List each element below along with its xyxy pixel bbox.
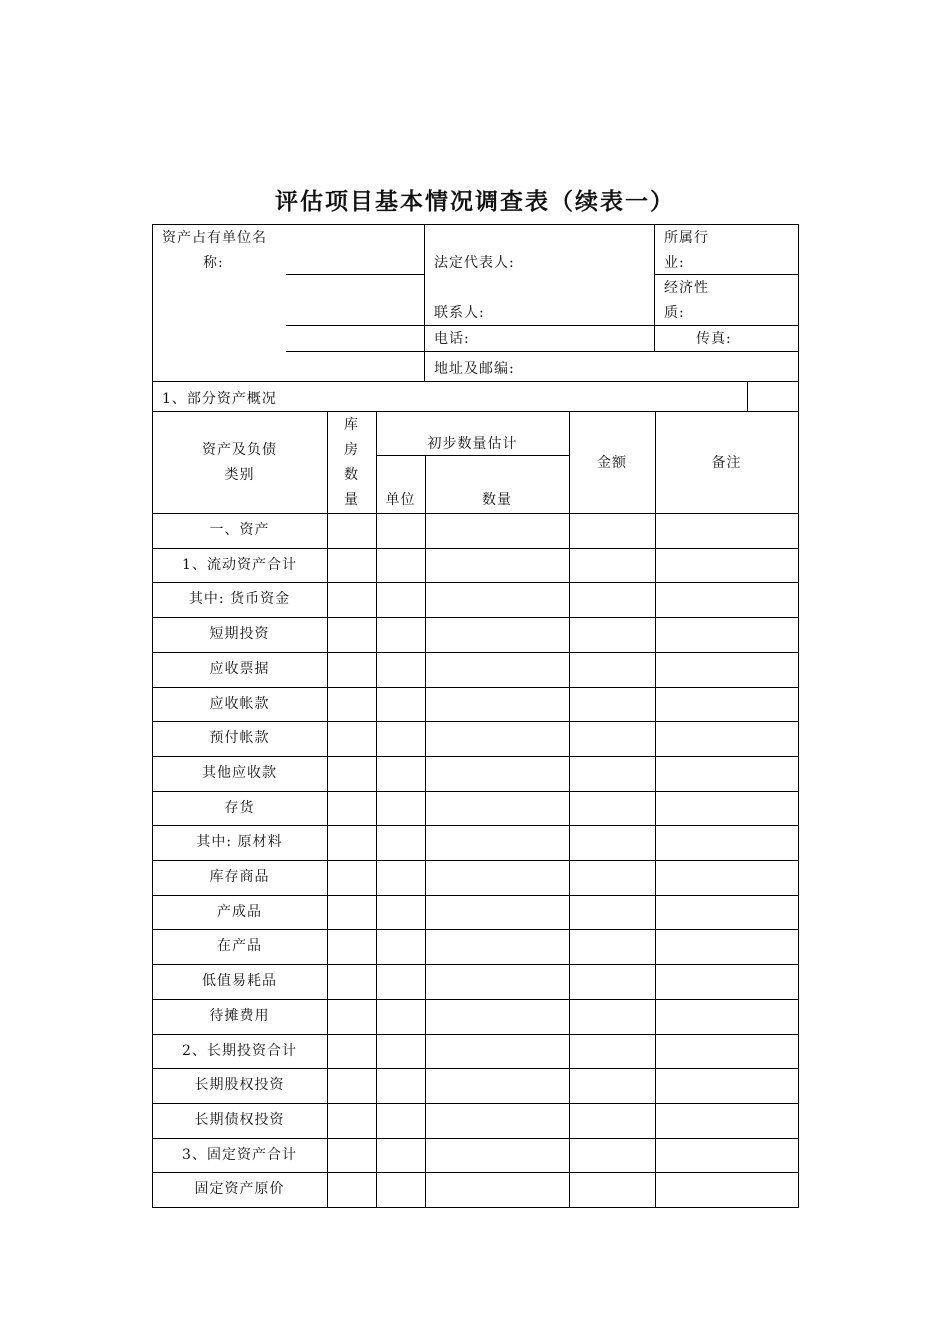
table-cell[interactable]	[328, 618, 376, 652]
table-cell[interactable]	[377, 1035, 425, 1069]
table-cell[interactable]	[656, 1139, 798, 1173]
contact-label: 联系人:	[434, 305, 485, 321]
table-cell[interactable]	[426, 1000, 569, 1034]
header-unit: 单位	[385, 492, 416, 508]
owner-name-field-2[interactable]	[286, 275, 424, 323]
grid-line-h	[152, 1103, 799, 1104]
table-row-label: 其中: 原材料	[196, 834, 283, 851]
table-cell[interactable]	[377, 722, 425, 756]
table-cell[interactable]	[377, 1069, 425, 1103]
table-cell[interactable]	[377, 583, 425, 617]
table-cell[interactable]	[426, 618, 569, 652]
table-cell[interactable]	[426, 722, 569, 756]
table-row-label: 存货	[224, 799, 255, 816]
table-cell[interactable]	[426, 549, 569, 583]
grid-line-v	[747, 381, 748, 412]
table-row-label: 库存商品	[209, 869, 270, 885]
grid-line-h	[152, 1172, 799, 1173]
grid-line-h	[286, 325, 799, 326]
table-cell[interactable]	[377, 1173, 425, 1207]
header-amount: 金额	[597, 455, 627, 471]
grid-line-h	[654, 274, 799, 275]
table-cell[interactable]	[328, 653, 376, 687]
phone-field[interactable]	[520, 326, 654, 350]
table-cell[interactable]	[377, 688, 425, 722]
table-cell[interactable]	[656, 1173, 798, 1207]
table-row-label: 其中: 货币资金	[188, 591, 291, 608]
table-cell[interactable]	[656, 930, 798, 964]
table-top-border	[152, 224, 799, 225]
grid-line-h	[286, 274, 425, 275]
table-cell[interactable]	[570, 1000, 655, 1034]
table-bottom-border	[152, 1207, 799, 1208]
grid-line-h	[152, 617, 799, 618]
fax-label: 传真:	[696, 331, 732, 347]
table-cell[interactable]	[328, 896, 376, 930]
table-cell[interactable]	[328, 1104, 376, 1138]
grid-line-v	[654, 325, 655, 352]
table-cell[interactable]	[656, 514, 798, 548]
table-right-border	[798, 224, 799, 1208]
grid-line-v	[654, 224, 655, 326]
economic-nature-label: 经济性	[664, 280, 709, 296]
table-cell[interactable]	[377, 1104, 425, 1138]
table-cell[interactable]	[328, 1069, 376, 1103]
table-cell[interactable]	[426, 965, 569, 999]
table-cell[interactable]	[377, 1000, 425, 1034]
contact-field[interactable]	[520, 275, 654, 323]
table-cell[interactable]	[426, 896, 569, 930]
address-field[interactable]	[530, 352, 797, 380]
table-cell[interactable]	[656, 792, 798, 826]
header-category-cont: 类别	[224, 467, 255, 483]
grid-line-h	[152, 721, 799, 722]
table-cell[interactable]	[328, 757, 376, 791]
table-cell[interactable]	[328, 1000, 376, 1034]
page-title: 评估项目基本情况调查表（续表一）	[275, 189, 675, 215]
table-cell[interactable]	[328, 930, 376, 964]
table-cell[interactable]	[656, 549, 798, 583]
grid-line-h	[152, 999, 799, 1000]
table-cell[interactable]	[377, 826, 425, 860]
table-cell[interactable]	[377, 757, 425, 791]
header-quantity: 数量	[482, 492, 512, 508]
table-row-label: 低值易耗品	[202, 973, 277, 990]
table-cell[interactable]	[570, 1035, 655, 1069]
table-row-label: 其他应收款	[202, 764, 277, 781]
table-cell[interactable]	[328, 1035, 376, 1069]
table-cell[interactable]	[328, 722, 376, 756]
header-warehouse-4: 量	[344, 492, 359, 508]
table-cell[interactable]	[377, 514, 425, 548]
legal-rep-label: 法定代表人:	[434, 255, 515, 271]
grid-line-h	[152, 825, 799, 826]
table-left-border	[152, 224, 153, 1208]
table-cell[interactable]	[377, 861, 425, 895]
table-cell[interactable]	[426, 861, 569, 895]
table-cell[interactable]	[570, 757, 655, 791]
table-cell[interactable]	[656, 1069, 798, 1103]
table-cell[interactable]	[656, 1000, 798, 1034]
table-cell[interactable]	[656, 618, 798, 652]
industry-label: 所属行	[664, 230, 709, 246]
grid-line-v	[376, 411, 377, 1208]
table-cell[interactable]	[328, 826, 376, 860]
header-category: 资产及负债	[202, 442, 277, 458]
table-cell[interactable]	[656, 583, 798, 617]
grid-line-h	[152, 860, 799, 861]
table-cell[interactable]	[426, 1173, 569, 1207]
grid-line-h	[152, 687, 799, 688]
header-remarks: 备注	[711, 455, 742, 471]
table-row-label: 1、流动资产合计	[182, 556, 297, 573]
table-row-label: 产成品	[217, 903, 262, 920]
table-cell[interactable]	[570, 688, 655, 722]
table-cell[interactable]	[656, 826, 798, 860]
table-cell[interactable]	[377, 896, 425, 930]
grid-line-h	[152, 381, 799, 382]
header-warehouse-1: 库	[344, 417, 359, 433]
table-cell[interactable]	[570, 514, 655, 548]
grid-line-h	[152, 1138, 799, 1139]
table-cell[interactable]	[426, 792, 569, 826]
table-cell[interactable]	[328, 1139, 376, 1173]
grid-line-h	[152, 929, 799, 930]
table-cell[interactable]	[377, 549, 425, 583]
table-cell[interactable]	[570, 583, 655, 617]
table-row-label: 短期投资	[209, 626, 270, 643]
industry-label-cont: 业:	[664, 255, 685, 271]
table-cell[interactable]	[570, 826, 655, 860]
table-cell[interactable]	[570, 861, 655, 895]
table-cell[interactable]	[377, 1139, 425, 1173]
table-row-label: 长期债权投资	[194, 1111, 285, 1128]
table-row-label: 3、固定资产合计	[182, 1146, 297, 1163]
table-cell[interactable]	[570, 1173, 655, 1207]
table-cell[interactable]	[570, 896, 655, 930]
legal-rep-field[interactable]	[520, 225, 654, 273]
grid-line-v	[425, 455, 426, 1208]
table-row-label: 2、长期投资合计	[182, 1042, 297, 1059]
table-cell[interactable]	[426, 930, 569, 964]
grid-line-h	[152, 582, 799, 583]
table-cell[interactable]	[570, 722, 655, 756]
table-cell[interactable]	[656, 757, 798, 791]
table-cell[interactable]	[426, 514, 569, 548]
table-cell[interactable]	[570, 1139, 655, 1173]
table-cell[interactable]	[426, 1139, 569, 1173]
table-cell[interactable]	[377, 930, 425, 964]
table-cell[interactable]	[377, 653, 425, 687]
table-cell[interactable]	[656, 1035, 798, 1069]
grid-line-h	[152, 1068, 799, 1069]
table-cell[interactable]	[328, 549, 376, 583]
table-row-label: 待摊费用	[209, 1007, 270, 1024]
table-cell[interactable]	[656, 688, 798, 722]
table-cell[interactable]	[656, 965, 798, 999]
section-title: 1、部分资产概况	[162, 391, 277, 407]
header-warehouse-3: 数	[344, 467, 359, 483]
table-row-label: 长期股权投资	[194, 1077, 285, 1094]
grid-line-v	[327, 411, 328, 1208]
table-cell[interactable]	[426, 1035, 569, 1069]
table-cell[interactable]	[426, 653, 569, 687]
grid-line-h	[152, 791, 799, 792]
table-cell[interactable]	[426, 583, 569, 617]
table-cell[interactable]	[377, 965, 425, 999]
economic-nature-label-cont: 质:	[664, 305, 685, 321]
table-row-label: 应收帐款	[209, 695, 270, 712]
grid-line-h	[152, 1034, 799, 1035]
header-warehouse-2: 房	[344, 442, 359, 458]
table-cell[interactable]	[570, 1104, 655, 1138]
table-cell[interactable]	[570, 965, 655, 999]
table-row-label: 应收票据	[209, 660, 270, 677]
grid-line-h	[152, 411, 799, 412]
table-row-label: 在产品	[217, 938, 262, 955]
table-cell[interactable]	[426, 826, 569, 860]
table-cell[interactable]	[328, 792, 376, 826]
table-cell[interactable]	[570, 618, 655, 652]
grid-line-h	[376, 455, 570, 456]
phone-label: 电话:	[434, 331, 470, 347]
table-cell[interactable]	[656, 896, 798, 930]
table-cell[interactable]	[570, 653, 655, 687]
owner-label-cont: 称:	[203, 255, 224, 271]
table-row-label: 一、资产	[209, 522, 270, 538]
table-row-label: 固定资产原价	[194, 1181, 285, 1198]
owner-name-field[interactable]	[286, 225, 424, 273]
table-cell[interactable]	[656, 861, 798, 895]
table-cell[interactable]	[328, 514, 376, 548]
grid-line-h	[152, 964, 799, 965]
table-cell[interactable]	[426, 688, 569, 722]
table-cell[interactable]	[328, 861, 376, 895]
table-cell[interactable]	[426, 1069, 569, 1103]
grid-line-h	[152, 756, 799, 757]
table-cell[interactable]	[328, 1173, 376, 1207]
table-row-label: 预付帐款	[209, 730, 270, 747]
grid-line-h	[152, 513, 799, 514]
table-cell[interactable]	[328, 583, 376, 617]
table-cell[interactable]	[570, 792, 655, 826]
table-cell[interactable]	[656, 653, 798, 687]
grid-line-h	[152, 548, 799, 549]
address-label: 地址及邮编:	[434, 361, 515, 377]
table-cell[interactable]	[426, 1104, 569, 1138]
header-estimate: 初步数量估计	[427, 436, 518, 452]
table-cell[interactable]	[377, 618, 425, 652]
grid-line-h	[286, 351, 799, 352]
table-cell[interactable]	[656, 1104, 798, 1138]
grid-line-v	[424, 224, 425, 382]
grid-line-v	[655, 411, 656, 1208]
table-cell[interactable]	[377, 792, 425, 826]
grid-line-h	[152, 652, 799, 653]
fax-field[interactable]	[740, 326, 797, 350]
table-cell[interactable]	[570, 930, 655, 964]
table-cell[interactable]	[328, 688, 376, 722]
table-cell[interactable]	[570, 1069, 655, 1103]
grid-line-v	[569, 411, 570, 1208]
table-cell[interactable]	[570, 549, 655, 583]
table-cell[interactable]	[656, 722, 798, 756]
owner-label: 资产占有单位名	[162, 230, 267, 246]
table-cell[interactable]	[426, 757, 569, 791]
table-cell[interactable]	[328, 965, 376, 999]
grid-line-h	[152, 895, 799, 896]
